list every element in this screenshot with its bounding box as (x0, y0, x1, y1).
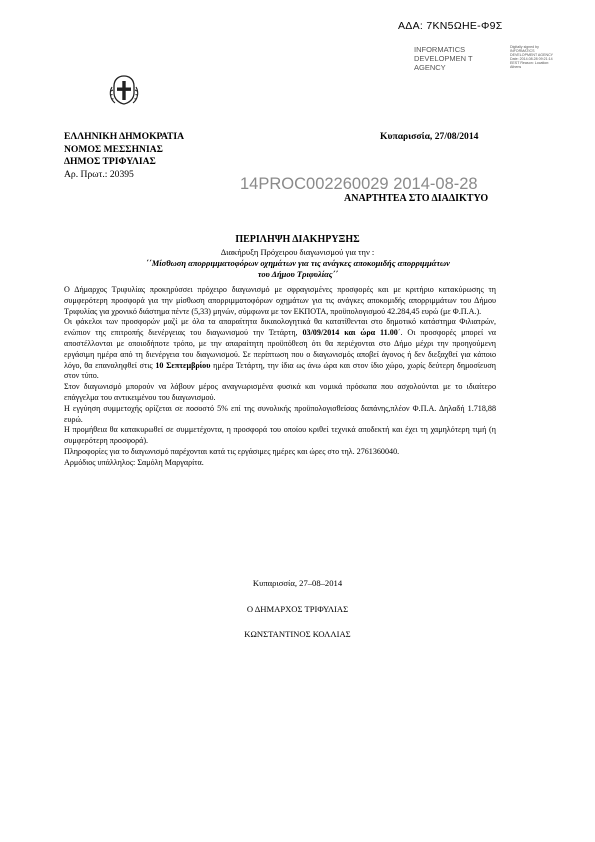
document-date: Κυπαρισσία, 27/08/2014 (380, 131, 479, 142)
submission-text-b: ΄. Οι προσφορές μπορεί να αποστέλλονται με οποιοδήποτε τρόπο, με την απαραίτητη προϋπόθεση ότι θα περιέχονται στο Δήμο μέχρι την προηγούμενη εργάσιμη ημέρα από τη διενέργεια του διαγωνισμού. Σε περίπτωση που ο διαγωνισμός αποβεί άγονος ή δεν διεξαχθεί για κάποιο λόγο, θα επαναληφθεί στις (64, 328, 496, 370)
header-republic: ΕΛΛΗΝΙΚΗ ΔΗΜΟΚΡΑΤΙΑ (64, 131, 185, 142)
submission-deadline: 03/09/2014 και ώρα 11.00 (302, 328, 398, 338)
paragraph-eligibility: Στον διαγωνισμό μπορούν να λάβουν μέρος αναγνωρισμένα φυσικά και νομικά πρόσωπα που ασχολούνται με το ιδιαίτερο επάγγελμα του αντικειμένου του διαγωνισμού. (64, 382, 496, 402)
submission-text-c: ημέρα Τετάρτη, την ίδια ως άνω ώρα και στον ίδιο χώρο, χωρίς δεύτερη δημοσίευση στον τύπο. (64, 360, 497, 381)
mayor-title: Ο ΔΗΜΑΡΧΟΣ ΤΡΙΦΥΛΙΑΣ (246, 604, 349, 614)
repeat-date: 10 Σεπτεμβρίου (155, 360, 211, 370)
submission-text-a: Οι φάκελοι των προσφορών μαζί με όλα τα απαραίτητα δικαιολογητικά θα κατατίθενται στο δημοτικό κατάστημα Φιλιατρών, ενώπιον της επιτροπής διενέργειας του διαγωνισμού την Τετάρτη, (64, 317, 496, 338)
posting-note: ΑΝΑΡΤΗΤΕΑ ΣΤΟ ΔΙΑΔΙΚΤΥΟ (344, 193, 489, 204)
closing-place-date: Κυπαρισσία, 27–08–2014 (252, 578, 343, 588)
issuer-header (64, 131, 184, 181)
tender-subject-line1: ΄΄Μίσθωση απορριμματοφόρων οχημάτων για τις ανάγκες αποκομιδής απορριμμάτων (146, 258, 450, 268)
greek-coat-of-arms-icon (108, 73, 140, 107)
document-body (64, 285, 496, 469)
paragraph-contact: Πληροφορίες για το διαγωνισμό παρέχονται κατά τις εργάσιμες ημέρες και ώρες στο τηλ. 2761360040. (64, 446, 400, 456)
paragraph-responsible: Αρμόδιος υπάλληλος: Σαμόλη Μαργαρίτα. (64, 457, 204, 467)
signature-details: Digitally signed by INFORMATICS DEVELOPMENT AGENCY Date: 2014.08.28 09:21:14 EEST Reason: Location: Athens (510, 45, 554, 70)
tender-subject (68, 258, 528, 280)
ada-code: ΑΔΑ: 7ΚΝ5ΩΗΕ-Φ9Σ (398, 20, 503, 32)
digital-signature-block (414, 45, 554, 77)
paragraph-guarantee: Η εγγύηση συμμετοχής ορίζεται σε ποσοστό 5% επί της συνολικής προϋπολογισθείσας δαπάνης,πλέον Φ.Π.Α. Δηλαδή 1.718,88 ευρώ. (64, 403, 496, 424)
signature-org: INFORMATICS DEVELOPMEN T AGENCY (414, 45, 473, 72)
paragraph-announcement: Ο Δήμαρχος Τριφυλίας προκηρύσσει πρόχειρο διαγωνισμό με σφραγισμένες προσφορές και με κριτήριο κατακύρωσης τη συμφερότερη προσφορά για την μίσθωση απορριμματοφόρων οχημάτων για τις ανάγκες αποκομιδής απορριμμάτων του Δήμου Τριφυλίας για χρονικό διάστημα πέντε (5,33) μηνών, σύμφωνα με τον ΕΚΠΟΤΑ, προϋπολογισμού 42.284,45 ευρώ (με Φ.Π.Α.). (64, 285, 496, 316)
header-prefecture: ΝΟΜΟΣ ΜΕΣΣΗΝΙΑΣ (64, 143, 163, 155)
document-title: ΠΕΡΙΛΗΨΗ ΔΙΑΚΗΡΥΞΗΣ (235, 234, 360, 245)
document-subtitle: Διακήρυξη Πρόχειρου διαγωνισμού για την : (220, 247, 375, 257)
paragraph-award: Η προμήθεια θα κατακυρωθεί σε συμμετέχοντα, η προσφορά του οποίου κριθεί τεχνικά αποδεκτή και έχει τη χαμηλότερη τιμή (η συμφερότερη προσφορά). (64, 425, 496, 446)
paragraph-submission (64, 317, 496, 382)
mayor-name: ΚΩΝΣΤΑΝΤΙΝΟΣ ΚΟΛΛΙΑΣ (244, 629, 351, 639)
registry-stamp: 14PROC002260029 2014-08-28 (240, 175, 478, 193)
tender-subject-line2: του Δήμου Τριφυλίας΄΄ (257, 269, 339, 279)
protocol-number: Αρ. Πρωτ.: 20395 (64, 168, 134, 180)
header-municipality: ΔΗΜΟΣ ΤΡΙΦΥΛΙΑΣ (64, 156, 156, 167)
